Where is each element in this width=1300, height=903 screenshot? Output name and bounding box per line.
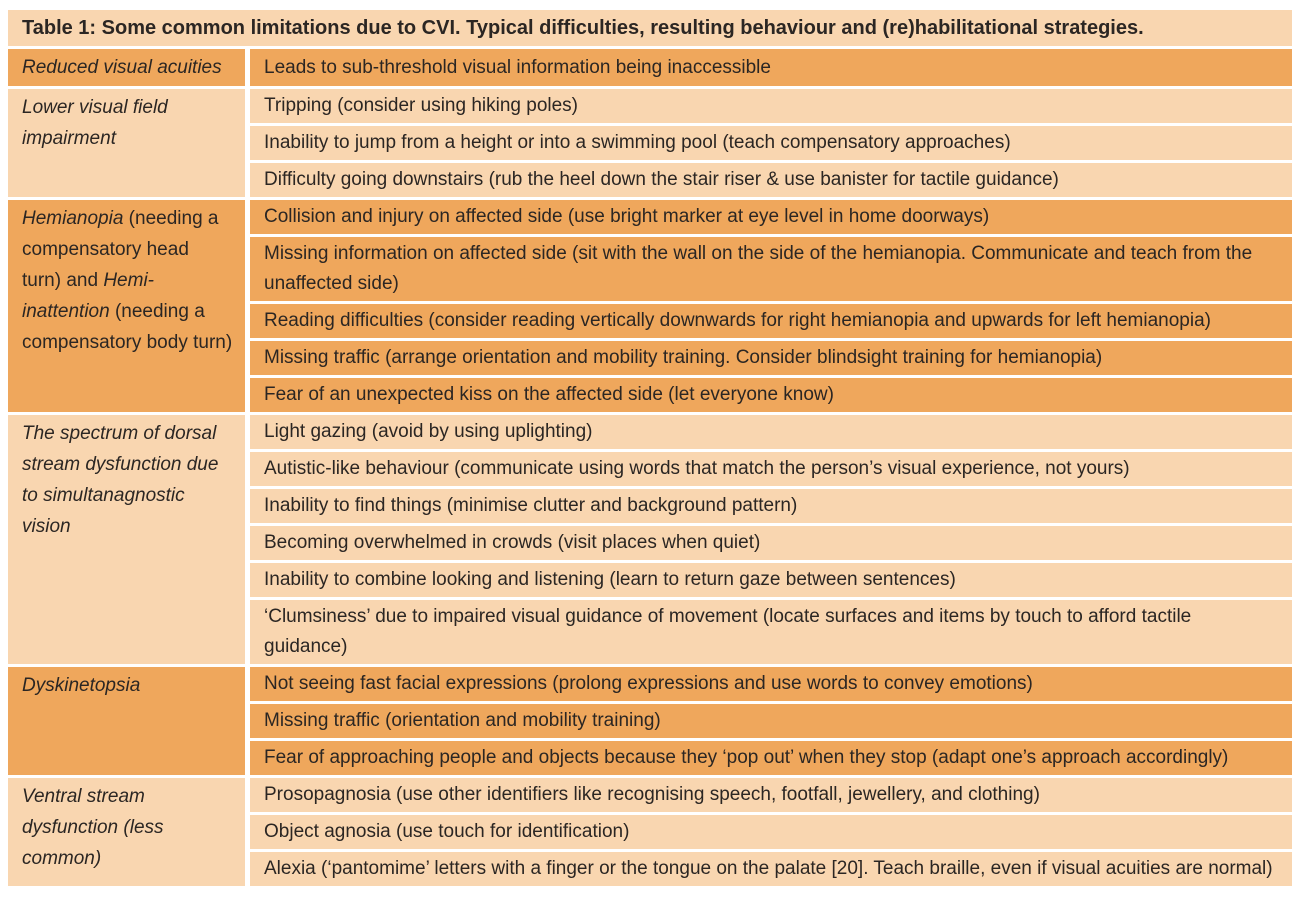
difficulty-text: ‘Clumsiness’ due to impaired visual guidance of movement (locate surfaces and items by touch to afford tactile guidance) [264,606,1192,657]
difficulty-text: Inability to combine looking and listening (learn to return gaze between sentences) [264,569,956,590]
difficulty-row [250,304,1292,338]
difficulty-row [250,341,1292,375]
difficulty-text: Autistic-like behaviour (communicate using words that match the person’s visual experience, not yours) [264,458,1130,479]
difficulty-row [250,704,1292,738]
difficulty-row [250,667,1292,701]
difficulty-row [250,415,1292,449]
category-text: Hemi-inattention [22,270,154,322]
category-text: (needing a compensatory body turn) [22,301,233,353]
difficulty-row [250,163,1292,197]
category-text: Lower visual field impairment [22,97,168,149]
difficulty-list [250,667,1292,775]
difficulty-text: Difficulty going downstairs (rub the heel down the stair riser & use banister for tactile guidance) [264,169,1059,190]
difficulty-text: Fear of approaching people and objects because they ‘pop out’ when they stop (adapt one’s approach accordingly) [264,747,1229,768]
difficulty-text: Object agnosia (use touch for identification) [264,821,630,842]
table-group [8,415,1292,664]
difficulty-list [250,778,1292,886]
difficulty-text: Not seeing fast facial expressions (prolong expressions and use words to convey emotions) [264,673,1033,694]
difficulty-text: Light gazing (avoid by using uplighting) [264,421,593,442]
cvi-table [8,10,1292,893]
difficulty-row [250,200,1292,234]
difficulty-row [250,815,1292,849]
difficulty-row [250,741,1292,775]
difficulty-text: Missing traffic (arrange orientation and mobility training. Consider blindsight training for hemianopia) [264,347,1103,368]
difficulty-row [250,600,1292,664]
category-text: Reduced visual acuities [22,57,222,78]
difficulty-row [250,778,1292,812]
difficulty-text: Becoming overwhelmed in crowds (visit places when quiet) [264,532,761,553]
difficulty-row [250,126,1292,160]
difficulty-text: Inability to jump from a height or into a swimming pool (teach compensatory approaches) [264,132,1011,153]
difficulty-text: Inability to find things (minimise clutter and background pattern) [264,495,798,516]
category-cell [8,200,245,412]
difficulty-text: Missing information on affected side (sit with the wall on the side of the hemianopia. Communicate and teach from the unaffected side) [264,243,1253,294]
difficulty-list [250,89,1292,197]
table-caption-text: Table 1: Some common limitations due to CVI. Typical difficulties, resulting behaviour and (re)habilitational strategies. [22,17,1144,39]
difficulty-list [250,200,1292,412]
difficulty-row [250,237,1292,301]
category-cell [8,49,245,86]
difficulty-text: Fear of an unexpected kiss on the affected side (let everyone know) [264,384,834,405]
difficulty-row [250,378,1292,412]
category-text: The spectrum of dorsal stream dysfunction due to simultanagnostic vision [22,423,219,537]
category-cell [8,89,245,197]
difficulty-row [250,526,1292,560]
table-group [8,49,1292,86]
difficulty-row [250,49,1292,86]
difficulty-text: Tripping (consider using hiking poles) [264,95,579,116]
table-group [8,89,1292,197]
difficulty-text: Collision and injury on affected side (use bright marker at eye level in home doorways) [264,206,990,227]
category-text: Ventral stream dysfunction (less common) [22,786,164,869]
difficulty-row [250,852,1292,886]
category-cell [8,667,245,775]
table-group [8,778,1292,886]
difficulty-text: Alexia (‘pantomime’ letters with a finger or the tongue on the palate [20]. Teach braille, even if visual acuities are normal) [264,858,1273,879]
difficulty-row [250,563,1292,597]
table-group [8,667,1292,775]
category-text: Hemianopia [22,208,124,229]
difficulty-list [250,49,1292,86]
difficulty-text: Prosopagnosia (use other identifiers like recognising speech, footfall, jewellery, and clothing) [264,784,1040,805]
category-cell [8,415,245,664]
category-cell [8,778,245,886]
table-caption [8,10,1292,46]
difficulty-text: Missing traffic (orientation and mobility training) [264,710,661,731]
category-text: (needing a compensatory head turn) and [22,208,219,291]
difficulty-row [250,452,1292,486]
difficulty-row [250,89,1292,123]
difficulty-list [250,415,1292,664]
difficulty-row [250,489,1292,523]
difficulty-text: Reading difficulties (consider reading vertically downwards for right hemianopia and upwards for left hemianopia) [264,310,1211,331]
difficulty-text: Leads to sub-threshold visual information being inaccessible [264,56,771,78]
category-text: Dyskinetopsia [22,675,141,696]
table-group [8,200,1292,412]
